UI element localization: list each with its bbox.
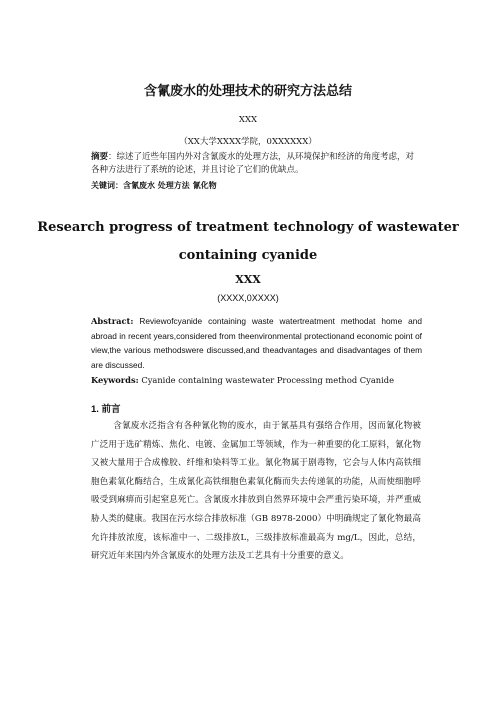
english-title-line-1: Research progress of treatment technology of wastewater	[37, 220, 459, 235]
section-1-paragraph-text: 含氰废水泛指含有各种氰化物的废水，由于氰基具有强络合作用，因而氰化物被广泛用于选矿精炼、焦化、电镀、金属加工等领域，作为一种重要的化工原料，氰化物又被大量用于合成橡胶、纤维和染料等工业。氰化物属于剧毒物，它会与人体内高铁细胞色素氧化酶结合，生成氰化高铁细胞色素氧化酶而失去传递氧的功能，从而使细胞呼吸受到麻痹而引起窒息死亡。含氰废水排放到自然界环境中会严重污染环境，并严重威胁人类的健康。我国在污水综合排放标准（GB 8978-2000）中明确规定了氰化物最高允许排放浓度，该标准中一、二级排放L，三级排放标准最高为 mg/L，因此，总结，研究近年来国内外含氰废水的处理方法及工艺具有十分重要的意义。	[91, 421, 421, 562]
section-1-heading: 1. 前言	[91, 404, 121, 415]
english-keywords-text: Cyanide containing wastewater Processing method Cyanide	[138, 375, 395, 385]
english-abstract-label: Abstract:	[91, 316, 134, 326]
chinese-keywords	[91, 180, 421, 191]
chinese-keywords-label: 关键词：	[91, 180, 123, 190]
chinese-keywords-text: 含氰废水 处理方法 氰化物	[123, 180, 217, 190]
section-1-paragraph	[91, 417, 421, 566]
english-author: XXX	[235, 273, 261, 286]
english-affiliation: (XXXX,0XXXX)	[217, 293, 279, 303]
chinese-abstract-text: ：综述了近些年国内外对含氰废水的处理方法，从环境保护和经济的角度考虑，对各种方法进行了系统的论述，并且讨论了它们的优缺点。	[91, 152, 415, 175]
chinese-affiliation: （XX大学XXXX学院，0XXXXXX）	[179, 137, 317, 147]
chinese-abstract	[91, 151, 421, 177]
english-title-line-2: containing cyanide	[178, 248, 318, 263]
english-keywords-label: Keywords:	[91, 375, 139, 385]
english-keywords	[91, 375, 422, 385]
chinese-abstract-label: 摘要	[91, 152, 109, 162]
english-abstract	[91, 314, 422, 372]
chinese-author: XXX	[238, 115, 258, 125]
chinese-title: 含氰废水的处理技术的研究方法总结	[143, 84, 352, 99]
english-abstract-text: Reviewofcyanide containing waste watertreatment methodat home and abroad in recent years,considered from theenvironmental protectionand economic point of view,the various methodswere discussed,and theadvantages and disadvantages of them are discussed.	[91, 316, 422, 370]
